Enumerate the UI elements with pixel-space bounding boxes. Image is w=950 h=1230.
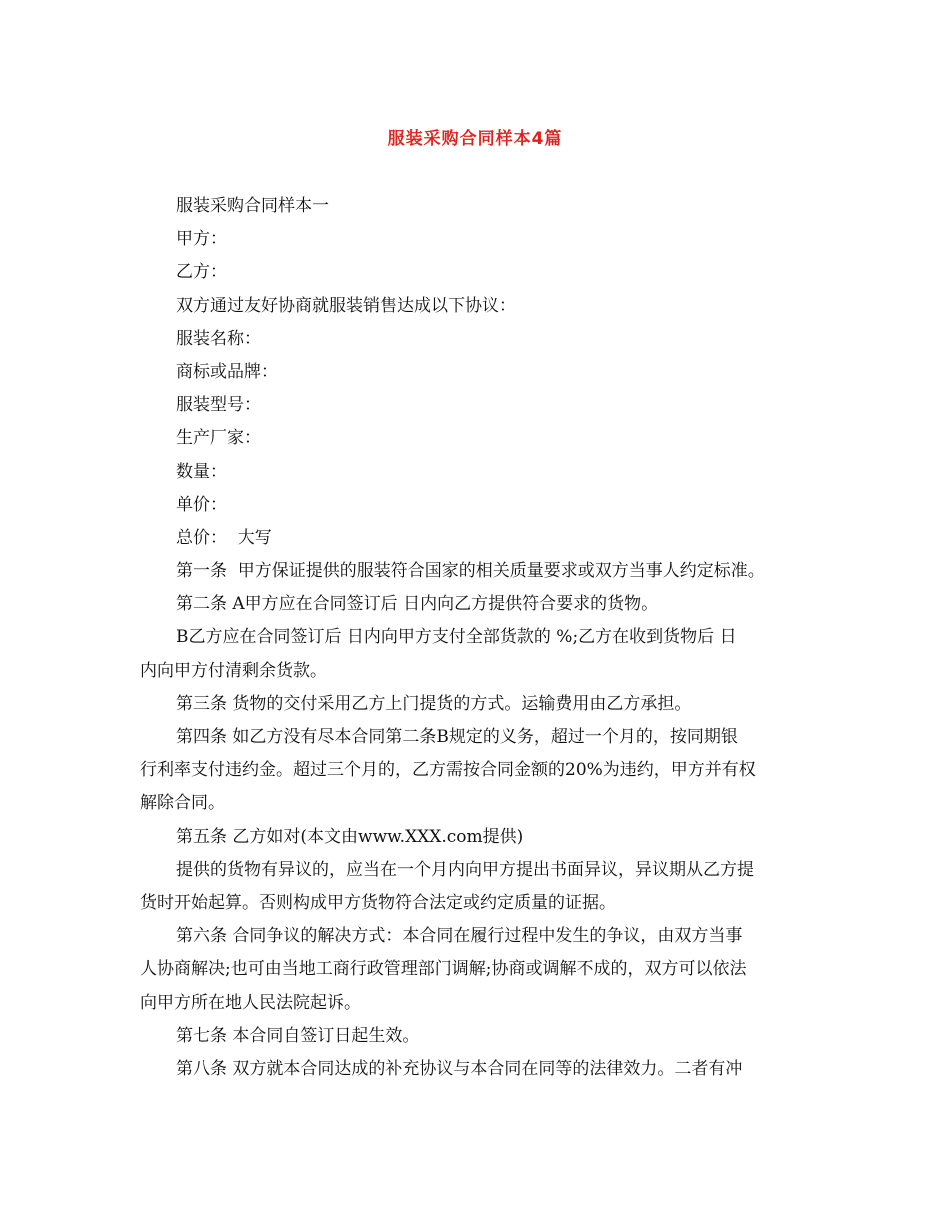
field-unit-price: 单价： [176,494,227,515]
document-title: 服装采购合同样本4篇 [387,129,563,149]
clause-6-line3: 向甲方所在地人民法院起诉。 [140,992,361,1013]
clause-8-line1: 第八条 双方就本合同达成的补充协议与本合同在同等的法律效力。二者有冲 [176,1058,743,1079]
clause-2b-line1: B乙方应在合同签订后 日内向甲方支付全部货款的 %;乙方在收到货物后 日 [176,627,737,648]
field-quantity: 数量： [176,461,227,482]
clause-3: 第三条 货物的交付采用乙方上门提货的方式。运输费用由乙方承担。 [176,693,692,714]
clause-6-line2: 人协商解决;也可由当地工商行政管理部门调解;协商或调解不成的，双方可以依法 [140,959,747,980]
party-a-line: 甲方： [176,229,227,250]
clause-5-line2: 提供的货物有异议的，应当在一个月内向甲方提出书面异议，异议期从乙方提 [176,859,754,880]
agreement-intro: 双方通过友好协商就服装销售达成以下协议： [176,295,516,316]
clause-4-line1: 第四条 如乙方没有尽本合同第二条B规定的义务，超过一个月的，按同期银 [176,727,738,747]
clause-1: 第一条 甲方保证提供的服装符合国家的相关质量要求或双方当事人约定标准。 [176,561,765,582]
document-body [140,190,820,1086]
field-brand: 商标或品牌： [176,361,278,382]
clause-5-line3: 货时开始起算。否则构成甲方货物符合法定或约定质量的证据。 [140,892,616,913]
field-total-price: 总价： 大写 [176,527,272,548]
clause-4-line3: 解除合同。 [140,793,225,814]
party-b-line: 乙方： [176,262,227,283]
clause-5-line1: 第五条 乙方如对(本文由www.XXX.com提供) [176,826,524,847]
clause-7: 第七条 本合同自签订日起生效。 [176,1025,420,1046]
clause-4-line2: 行利率支付违约金。超过三个月的，乙方需按合同金额的20%为违约，甲方并有权 [140,760,756,781]
clause-2a: 第二条 A甲方应在合同签订后 日内向乙方提供符合要求的货物。 [176,594,659,615]
field-manufacturer: 生产厂家： [176,428,261,449]
field-garment-name: 服装名称： [176,328,261,349]
clause-6-line1: 第六条 合同争议的解决方式：本合同在履行过程中发生的争议，由双方当事 [176,926,743,947]
field-model: 服装型号： [176,395,261,416]
clause-2b-line2: 内向甲方付清剩余货款。 [140,660,327,681]
section-heading: 服装采购合同样本一 [176,196,329,216]
